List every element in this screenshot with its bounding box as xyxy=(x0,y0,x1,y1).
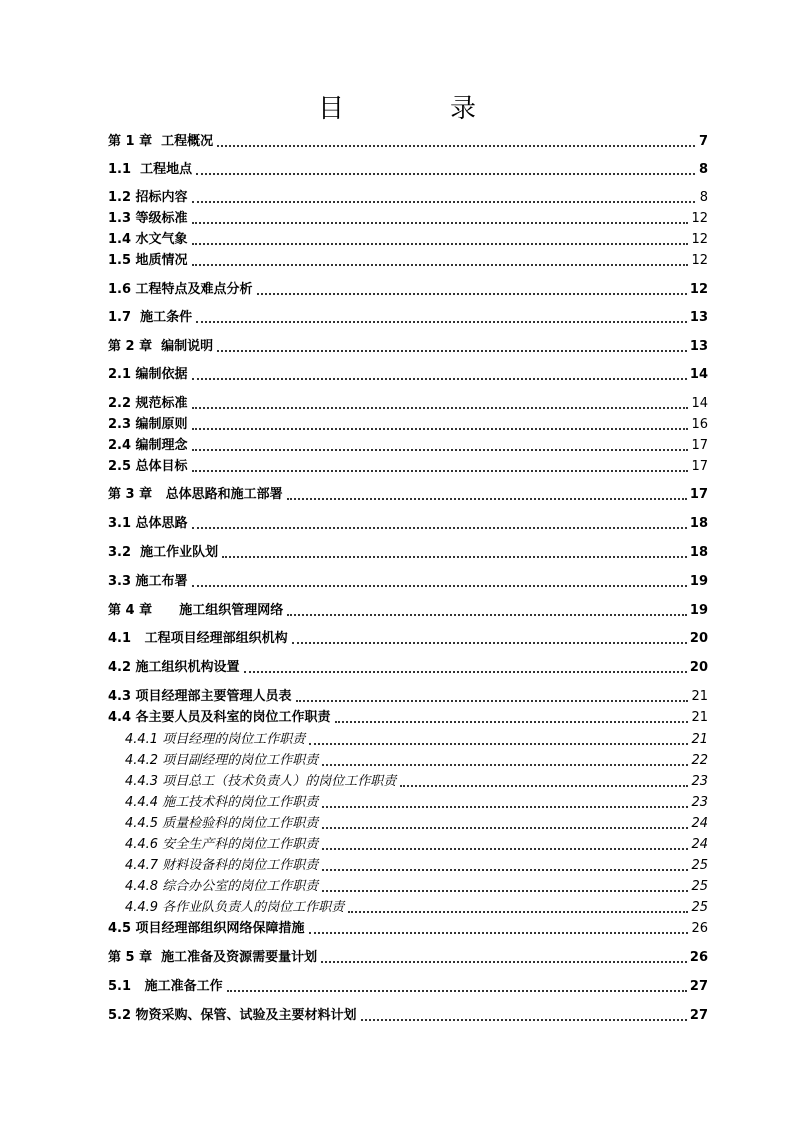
toc-dot-leader xyxy=(192,378,687,380)
toc-dot-leader xyxy=(322,890,688,892)
toc-entry-title: 4.4.4 施工技术科的岗位工作职责 xyxy=(125,795,319,810)
toc-dot-leader xyxy=(217,145,695,147)
toc-page-number: 19 xyxy=(689,574,708,589)
toc-entry-title: 4.4.9 各作业队负责人的岗位工作职责 xyxy=(125,900,345,915)
toc-dot-leader xyxy=(192,264,689,266)
toc-dot-leader xyxy=(222,556,687,558)
toc-page-number: 20 xyxy=(689,660,708,675)
toc-entry[interactable] xyxy=(125,770,708,790)
toc-entry[interactable] xyxy=(108,363,708,383)
toc-dot-leader xyxy=(192,449,689,451)
toc-page-number: 24 xyxy=(691,837,708,852)
toc-entry-title: 4.3 项目经理部主要管理人员表 xyxy=(108,689,292,704)
toc-entry-title: 4.4.5 质量检验科的岗位工作职责 xyxy=(125,816,319,831)
toc-page-number: 14 xyxy=(691,396,708,411)
toc-page-number: 8 xyxy=(698,162,708,177)
toc-page-number: 25 xyxy=(691,900,708,915)
toc-page-number: 26 xyxy=(689,950,708,965)
toc-entry[interactable] xyxy=(108,249,708,269)
toc-dot-leader xyxy=(244,671,687,673)
toc-entry-title: 第 4 章 施工组织管理网络 xyxy=(108,603,284,618)
toc-entry-title: 2.2 规范标准 xyxy=(108,396,188,411)
toc-dot-leader xyxy=(309,743,688,745)
toc-entry[interactable] xyxy=(108,392,708,412)
toc-entry-title: 1.6 工程特点及难点分析 xyxy=(108,282,253,297)
toc-entry-title: 1.5 地质情况 xyxy=(108,253,188,268)
toc-entry[interactable] xyxy=(125,833,708,853)
toc-entry[interactable] xyxy=(108,278,708,298)
toc-page-number: 27 xyxy=(689,979,708,994)
toc-page-number: 7 xyxy=(698,134,708,149)
toc-entry[interactable] xyxy=(108,228,708,248)
toc-entry[interactable] xyxy=(108,158,708,178)
toc-page-number: 21 xyxy=(691,689,708,704)
toc-dot-leader xyxy=(192,201,695,203)
toc-page-number: 16 xyxy=(691,417,708,432)
toc-dot-leader xyxy=(322,848,688,850)
toc-dot-leader xyxy=(296,700,689,702)
toc-entry[interactable] xyxy=(108,512,708,532)
toc-entry-title: 第 1 章 工程概况 xyxy=(108,134,214,149)
toc-entry[interactable] xyxy=(108,946,708,966)
toc-entry-title: 4.4.8 综合办公室的岗位工作职责 xyxy=(125,879,319,894)
toc-entry-title: 3.2 施工作业队划 xyxy=(108,545,219,560)
toc-dot-leader xyxy=(322,764,688,766)
toc-dot-leader xyxy=(309,932,689,934)
toc-entry[interactable] xyxy=(108,306,708,326)
toc-page-number: 17 xyxy=(689,487,708,502)
toc-entry-title: 2.3 编制原则 xyxy=(108,417,188,432)
toc-page-number: 12 xyxy=(689,282,708,297)
toc-dot-leader xyxy=(322,806,688,808)
toc-page-number: 17 xyxy=(691,438,708,453)
toc-page-number: 25 xyxy=(691,858,708,873)
toc-entry-title: 第 3 章 总体思路和施工部署 xyxy=(108,487,283,502)
toc-page-number: 14 xyxy=(689,367,708,382)
toc-page-number: 12 xyxy=(691,211,708,226)
toc-entry-title: 4.4.1 项目经理的岗位工作职责 xyxy=(125,732,306,747)
toc-page-number: 19 xyxy=(689,603,708,618)
toc-dot-leader xyxy=(192,527,687,529)
toc-entry[interactable] xyxy=(108,186,708,206)
toc-entry-title: 5.2 物资采购、保管、试验及主要材料计划 xyxy=(108,1008,357,1023)
toc-dot-leader xyxy=(217,350,687,352)
toc-page-number: 13 xyxy=(689,339,708,354)
toc-entry-title: 4.4.6 安全生产科的岗位工作职责 xyxy=(125,837,319,852)
toc-entry[interactable] xyxy=(108,975,708,995)
toc-entry[interactable] xyxy=(108,706,708,726)
toc-page-number: 24 xyxy=(691,816,708,831)
toc-dot-leader xyxy=(322,827,688,829)
toc-dot-leader xyxy=(292,642,687,644)
toc-page-number: 20 xyxy=(689,631,708,646)
toc-entry[interactable] xyxy=(108,455,708,475)
toc-entry-title: 3.3 施工布署 xyxy=(108,574,188,589)
toc-entry-title: 4.2 施工组织机构设置 xyxy=(108,660,240,675)
toc-entry[interactable] xyxy=(108,917,708,937)
toc-dot-leader xyxy=(192,407,689,409)
toc-entry-title: 第 2 章 编制说明 xyxy=(108,339,214,354)
toc-entry-title: 4.4.7 财料设备科的岗位工作职责 xyxy=(125,858,319,873)
toc-dot-leader xyxy=(400,785,688,787)
toc-dot-leader xyxy=(322,869,688,871)
toc-dot-leader xyxy=(287,614,687,616)
toc-entry[interactable] xyxy=(125,791,708,811)
toc-entry-title: 4.4.2 项目副经理的岗位工作职责 xyxy=(125,753,319,768)
toc-entry[interactable] xyxy=(108,434,708,454)
toc-dot-leader xyxy=(192,222,689,224)
toc-entry[interactable] xyxy=(108,335,708,355)
page-title: 目 录 xyxy=(317,94,516,124)
toc-entry[interactable] xyxy=(125,749,708,769)
toc-entry[interactable] xyxy=(108,627,708,647)
toc-entry-title: 4.4 各主要人员及科室的岗位工作职责 xyxy=(108,710,331,725)
toc-entry-title: 1.1 工程地点 xyxy=(108,162,193,177)
toc-dot-leader xyxy=(361,1019,687,1021)
toc-page-number: 18 xyxy=(689,545,708,560)
toc-entry[interactable] xyxy=(108,656,708,676)
toc-entry-title: 1.2 招标内容 xyxy=(108,190,188,205)
toc-entry-title: 第 5 章 施工准备及资源需要量计划 xyxy=(108,950,318,965)
toc-page-number: 17 xyxy=(691,459,708,474)
toc-dot-leader xyxy=(192,470,689,472)
toc-dot-leader xyxy=(321,961,687,963)
toc-entry[interactable] xyxy=(108,207,708,227)
toc-entry-title: 1.3 等级标准 xyxy=(108,211,188,226)
toc-entry[interactable] xyxy=(108,599,708,619)
toc-entry[interactable] xyxy=(125,896,708,916)
toc-entry[interactable] xyxy=(108,130,708,150)
toc-page-number: 23 xyxy=(691,795,708,810)
toc-entry[interactable] xyxy=(108,1004,708,1024)
toc-entry-title: 3.1 总体思路 xyxy=(108,516,188,531)
toc-dot-leader xyxy=(348,911,688,913)
toc-page-number: 8 xyxy=(699,190,708,205)
toc-page-number: 12 xyxy=(691,232,708,247)
toc-dot-leader xyxy=(335,721,689,723)
toc-entry[interactable] xyxy=(108,413,708,433)
toc-entry-title: 1.4 水文气象 xyxy=(108,232,188,247)
toc-page-number: 23 xyxy=(691,774,708,789)
toc-entry-title: 4.1 工程项目经理部组织机构 xyxy=(108,631,288,646)
toc-entry[interactable] xyxy=(125,854,708,874)
toc-entry-title: 2.1 编制依据 xyxy=(108,367,188,382)
toc-dot-leader xyxy=(192,585,687,587)
toc-entry[interactable] xyxy=(125,875,708,895)
toc-entry[interactable] xyxy=(108,570,708,590)
toc-dot-leader xyxy=(196,321,687,323)
toc-entry[interactable] xyxy=(108,483,708,503)
toc-page-number: 27 xyxy=(689,1008,708,1023)
toc-entry[interactable] xyxy=(108,541,708,561)
toc-entry-title: 4.5 项目经理部组织网络保障措施 xyxy=(108,921,305,936)
toc-dot-leader xyxy=(287,498,687,500)
toc-entry[interactable] xyxy=(125,728,708,748)
toc-page-number: 25 xyxy=(691,879,708,894)
toc-entry-title: 2.4 编制理念 xyxy=(108,438,188,453)
toc-entry-title: 5.1 施工准备工作 xyxy=(108,979,223,994)
toc-page-number: 21 xyxy=(691,710,708,725)
toc-page-number: 12 xyxy=(691,253,708,268)
toc-entry-title: 4.4.3 项目总工（技术负责人）的岗位工作职责 xyxy=(125,774,397,789)
toc-dot-leader xyxy=(227,990,687,992)
toc-entry-title: 1.7 施工条件 xyxy=(108,310,193,325)
toc-page-number: 26 xyxy=(691,921,708,936)
toc-page-number: 21 xyxy=(691,732,708,747)
toc-dot-leader xyxy=(192,243,689,245)
toc-entry-title: 2.5 总体目标 xyxy=(108,459,188,474)
toc-page-number: 22 xyxy=(691,753,708,768)
toc-page-number: 18 xyxy=(689,516,708,531)
toc-dot-leader xyxy=(192,428,689,430)
toc-dot-leader xyxy=(196,173,695,175)
toc-dot-leader xyxy=(257,293,687,295)
toc-page-number: 13 xyxy=(689,310,708,325)
toc-entry[interactable] xyxy=(108,685,708,705)
toc-entry[interactable] xyxy=(125,812,708,832)
